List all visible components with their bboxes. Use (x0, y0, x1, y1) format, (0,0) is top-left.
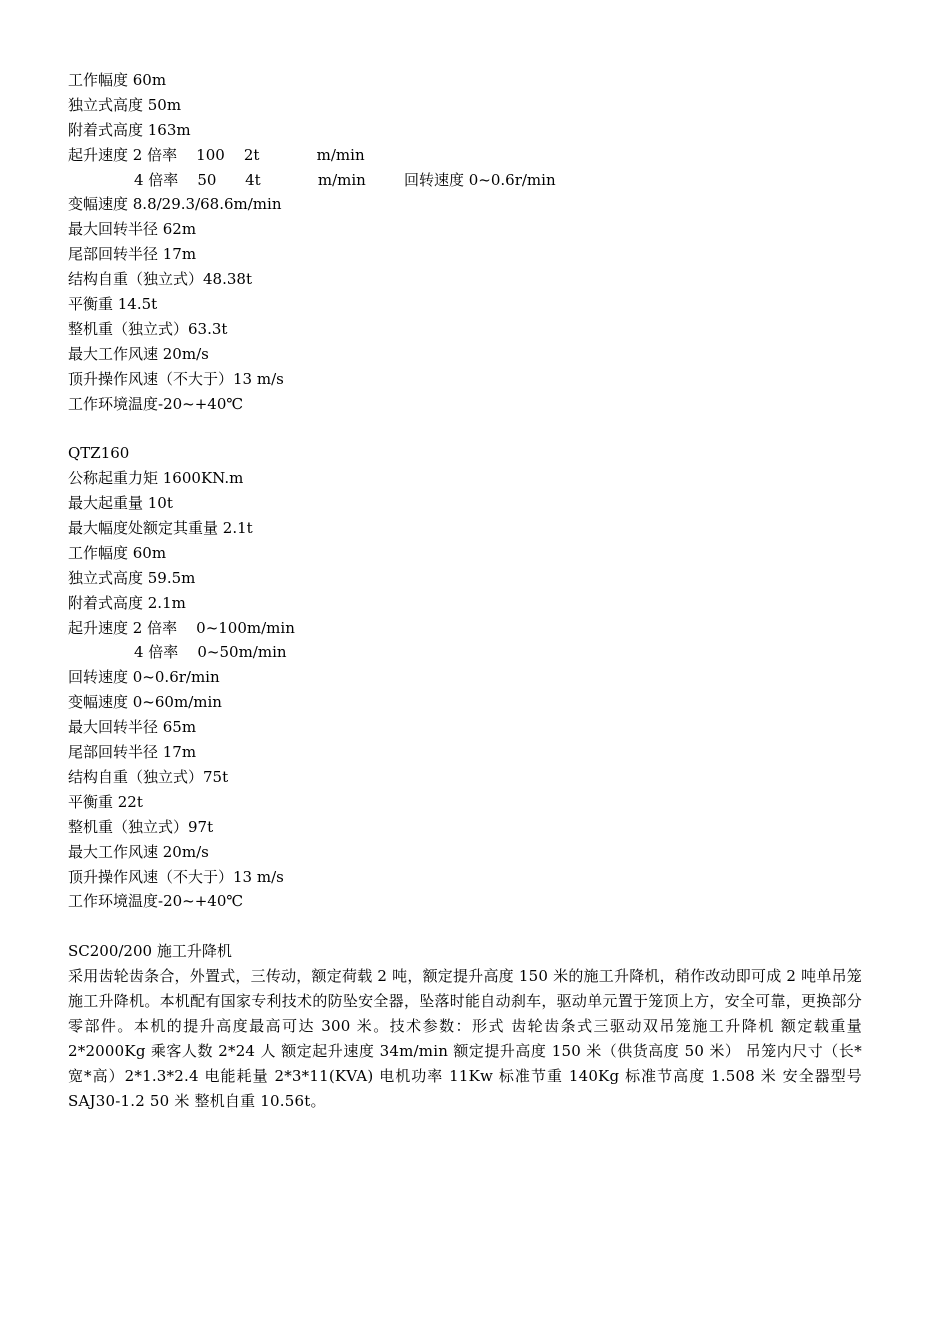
spec-line: 附着式高度 2.1m (68, 593, 186, 612)
spec-line: 起升速度 2 倍率 100 2t m/min (68, 145, 365, 164)
spec-line: 变幅速度 0~60m/min (68, 693, 222, 712)
spec-line: 最大工作风速 20m/s (68, 842, 209, 861)
spec-line: 独立式高度 50m (68, 95, 182, 114)
spec-line: 最大幅度处额定其重量 2.1t (68, 519, 253, 538)
spec-line: 工作幅度 60m (68, 543, 167, 562)
spec-line: 顶升操作风速（不大于）13 m/s (68, 867, 284, 886)
spec-line: 尾部回转半径 17m (68, 245, 197, 264)
spec-line: 回转速度 0~0.6r/min (68, 668, 220, 687)
spec-line: 独立式高度 59.5m (68, 568, 196, 587)
blank-line (68, 416, 864, 441)
spec-list-section-1 (68, 68, 864, 416)
description-paragraph: 采用齿轮齿条合，外置式，三传动，额定荷载 2 吨，额定提升高度 150 米的施工升降机，稍作改动即可成 2 吨单吊笼施工升降机。本机配有国家专利技术的防坠安全器，坠落时能自动刹车，驱动单元置于笼顶上方，安全可靠，更换部分零部件。本机的提升高度最高可达 300 米。技术参数：形式 齿轮齿条式三驱动双吊笼施工升降机 额定载重量 2*2000Kg 乘客人数 2*24 人 额定起升速度 34m/min 额定提升高度 150 米（供货高度 50 米） 吊笼内尺寸（长*宽*高）2*1.3*2.4 电能耗量 2*3*11(KVA) 电机功率 11Kw 标准节重 140Kg 标准节高度 1.508 米 安全器型号 SAJ30-1.2 50 米 整机自重 10.56t。 (68, 967, 862, 1110)
spec-line: 顶升操作风速（不大于）13 m/s (68, 369, 284, 388)
spec-line: 最大起重量 10t (68, 494, 173, 513)
spec-line: 工作幅度 60m (68, 71, 167, 89)
spec-line: 平衡重 14.5t (68, 295, 158, 314)
description-section (68, 939, 864, 1113)
spec-line: 最大工作风速 20m/s (68, 344, 209, 363)
spec-line: 整机重（独立式）97t (68, 817, 214, 836)
spec-line: 最大回转半径 65m (68, 718, 197, 737)
spec-line: 平衡重 22t (68, 792, 143, 811)
spec-line: 整机重（独立式）63.3t (68, 319, 228, 338)
spec-line: 4 倍率 0~50m/min (134, 643, 287, 662)
spec-line: 尾部回转半径 17m (68, 743, 197, 762)
spec-line: 结构自重（独立式）75t (68, 767, 229, 786)
spec-line: 变幅速度 8.8/29.3/68.6m/min (68, 195, 282, 214)
blank-line (68, 914, 864, 939)
spec-line: 起升速度 2 倍率 0~100m/min (68, 618, 295, 637)
spec-line: 工作环境温度-20~+40℃ (68, 892, 244, 911)
spec-line: 公称起重力矩 1600KN.m (68, 469, 244, 488)
document-page (68, 68, 864, 1114)
spec-line: 4 倍率 50 4t m/min 回转速度 0~0.6r/min (134, 170, 556, 189)
spec-line: 最大回转半径 62m (68, 220, 197, 239)
spec-line: 结构自重（独立式）48.38t (68, 270, 252, 289)
model-title: SC200/200 施工升降机 (68, 942, 232, 961)
spec-line: 附着式高度 163m (68, 120, 191, 139)
spec-list-section-2 (68, 441, 864, 914)
spec-line: 工作环境温度-20~+40℃ (68, 394, 244, 413)
model-title: QTZ160 (68, 444, 130, 463)
